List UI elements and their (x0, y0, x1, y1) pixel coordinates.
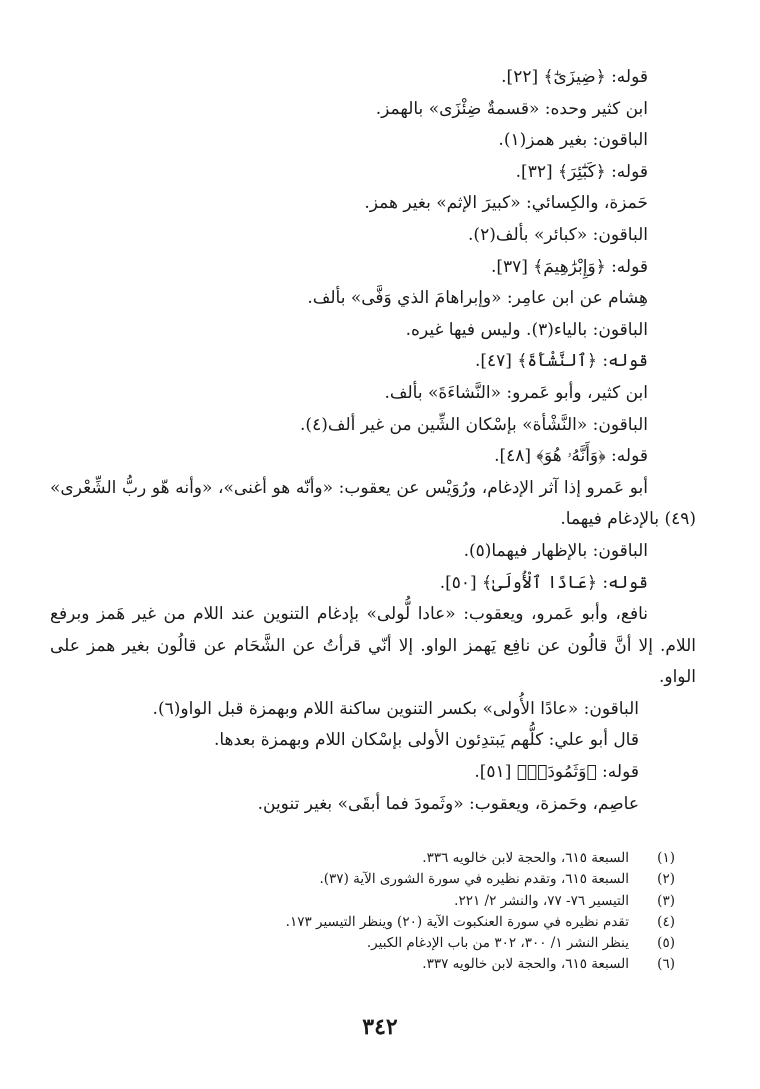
text-line: هِشام عن ابن عامِر: «وإبراهامَ الذي وَفَّى» بألف. (307, 288, 648, 309)
footnote-number: (٢) (657, 871, 675, 888)
footnote-item (175, 912, 675, 933)
footnote-item (175, 869, 675, 890)
footnote-text: السبعة ٦١٥، وتقدم نظيره في سورة الشورى الآية (٣٧). (319, 871, 629, 888)
text-paragraph: أبو عَمرو إذا آثر الإدغام، ورُوَيْس عن يعقوب: «وأنّه هو أغنى»، «وأنه هّو ربُّ الشِّعْرى» (٤٩) بالإدغام فيهما. (50, 477, 696, 530)
text-line: قوله: ﴿وَإِبْرَٰهِيمَ﴾ [٣٧]. (490, 256, 648, 277)
footnote-number: (٦) (657, 956, 675, 973)
text-line: قوله: ﴿ٱلنَّشْأَةَ﴾ [٤٧]. (474, 351, 648, 372)
footnote-number: (٣) (657, 892, 675, 909)
footnote-item (175, 848, 675, 869)
text-line: قوله: ﴿وَأَنَّهُۥ هُوَ﴾ [٤٨]. (494, 446, 648, 467)
footnote-text: السبعة ٦١٥، والحجة لابن خالويه ٣٣٦. (422, 850, 629, 866)
footnote-text: ينظر النشر ١/ ٣٠٠، ٣٠٢ من باب الإدغام الكبير. (366, 935, 629, 952)
footnote-text: التيسير ٧٦- ٧٧، والنشر ٢/ ٢٢١. (454, 892, 629, 909)
text-line: الباقون: بالياء(٣). وليس فيها غيره. (405, 319, 648, 340)
footnote-number: (٤) (657, 913, 675, 930)
text-line: عاصِم، وحَمزة، ويعقوب: «وثَمودَ فما أبقَى» بغير تنوين. (257, 793, 639, 814)
text-line: قوله: ﴿ضِيزَىٰٓ﴾ [٢٢]. (501, 67, 648, 87)
text-line: ابن كثير، وأبو عَمرو: «النَّشاءَةَ» بألف. (384, 382, 648, 403)
footnote-text: تقدم نظيره في سورة العنكبوت الآية (٢٠) وينظر التيسير ١٧٣. (285, 913, 629, 930)
footnote-text: السبعة ٦١٥، والحجة لابن خالويه ٣٣٧. (422, 956, 629, 973)
text-line: ابن كثير وحده: «قسمةٌ ضِئْزَى» بالهمز. (375, 98, 648, 119)
text-line: الباقون: «عادًا الأُولى» بكسر التنوين ساكنة اللام وبهمزة قبل الواو(٦). (152, 698, 639, 719)
text-line: الباقون: «النَّشْأة» بإسْكان الشِّين من غير ألف(٤). (300, 414, 648, 435)
text-line: قال أبو علي: كلُّهم يَبتدِئون الأولى بإسْكان اللام وبهمزة بعدها. (213, 730, 639, 751)
footnote-number: (١) (657, 850, 675, 866)
page-number: ٣٤٢ (362, 1014, 398, 1040)
footnote-number: (٥) (657, 935, 675, 952)
footnote-item (175, 933, 675, 954)
text-paragraph: نافع، وأبو عَمرو، ويعقوب: «عادا لُّولى» بإدغام التنوين عند اللام من غير هَمز وبرفع اللام. إلا أنَّ قالُون عن نافِع يَهمز الواو. إلا أنّي قرأتُ عن الشَّحَام عن قالُون بغير همز على الواو. (50, 604, 696, 688)
text-line: قوله: ﴿عَادًا ٱلْأُولَىٰ﴾ [٥٠]. (439, 572, 648, 593)
text-line: قوله: ﴿وَثَمُودَا۟﴾ [٥١]. (474, 762, 639, 783)
main-text (50, 62, 696, 820)
text-line: الباقون: «كبائر» بألف(٢). (468, 224, 648, 245)
footnotes (175, 848, 675, 976)
footnote-item (175, 954, 675, 975)
text-line: الباقون: بغير همز(١). (498, 130, 648, 151)
text-line: الباقون: بالإظهار فيهما(٥). (463, 540, 648, 561)
footnote-item (175, 891, 675, 912)
text-line: قوله: ﴿كَبَٰٓئِرَ﴾ [٣٢]. (515, 161, 648, 182)
text-line: حَمزة، والكِسائي: «كبيرَ الإثم» بغير همز. (364, 193, 648, 214)
